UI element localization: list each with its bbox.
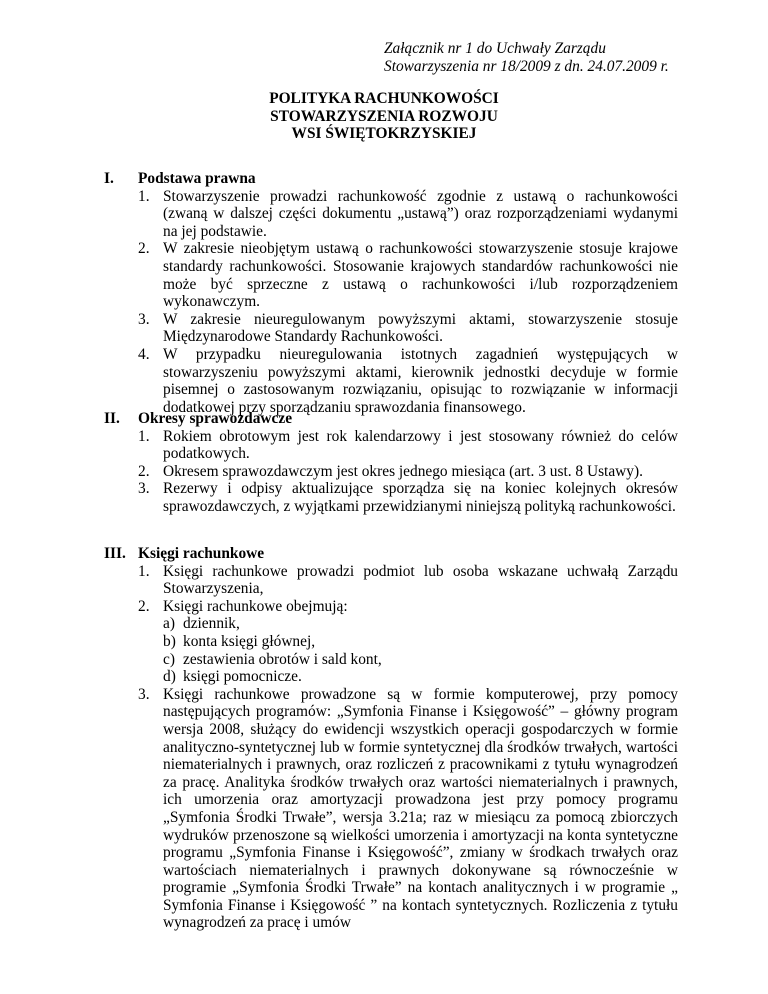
item-number: 2. (138, 597, 150, 615)
annex-line-2: Stowarzyszenia nr 18/2009 z dn. 24.07.2009 r. (384, 57, 669, 75)
item-number: 4. (138, 345, 150, 363)
item-number: 3. (138, 480, 150, 498)
sublist-letter: d) (163, 668, 176, 686)
item-text: Księgi rachunkowe obejmują: (163, 597, 348, 615)
section-heading: Księgi rachunkowe (138, 545, 265, 562)
list-item (138, 686, 678, 932)
item-text: Księgi rachunkowe prowadzone są w formie komputerowej, przy pomocy następujących programów: „Symfonia Finanse i Księgowość” – główny program wersja 2008, służący do ewidencji wszystkich operacji gospodarczych w formie analityczno-syntetycznej lub w formie syntetycznej dla środków trwałych, wartości niematerialnych i prawnych, oraz rozliczeń z pracownikami z tytułu wynagrodzeń za pracę. Analityka środków trwałych oraz wartości niematerialnych i prawnych, ich umorzenia oraz amortyzacji prowadzona jest przy pomocy programu „Symfonia Środki Trwałe”, wersja 3.21a; raz w miesiącu za pomocą zbiorczych wydruków przenoszone są wielkości umorzenia i amortyzacji na konta syntetyczne programu „Symfonia Finanse i Księgowość”, zmiany w środkach trwałych oraz wartościach niematerialnych i prawnych dokonywane są równocześnie w programie „Symfonia Środki Trwałe” na kontach analitycznych i w programie „ Symfonia Finanse i Księgowość ” na kontach syntetycznych. Rozliczenia z tytułu wynagrodzeń za pracę i umów (163, 685, 678, 932)
list-item (138, 428, 678, 463)
document-title (0, 90, 768, 143)
section-number: I. (104, 170, 114, 187)
sublist-item (163, 668, 678, 686)
list-item (138, 563, 678, 598)
section-items (138, 563, 678, 932)
sublist-letter: a) (163, 615, 175, 633)
sublist-item (163, 651, 678, 669)
sublist-text: księgi pomocnicze. (183, 668, 302, 686)
sublist-letter: b) (163, 632, 176, 650)
sublist (163, 615, 678, 685)
item-number: 1. (138, 187, 150, 205)
list-item (138, 346, 678, 416)
section-heading: Okresy sprawozdawcze (138, 410, 293, 427)
section-items (138, 428, 678, 516)
sublist-text: dziennik, (183, 615, 240, 633)
item-text: Rokiem obrotowym jest rok kalendarzowy i jest stosowany również do celów podatkowych. (163, 427, 678, 463)
annex-line-1: Załącznik nr 1 do Uchwały Zarządu (384, 40, 606, 57)
item-text: W przypadku nieuregulowania istotnych zagadnień występujących w stowarzyszeniu powyższymi aktami, kierownik jednostki decyduje w formie pisemnej o zastosowanym rozwiązaniu, opisując to rozwiązanie w informacji dodatkowej przy sporządzaniu sprawozdania finansowego. (163, 345, 678, 416)
item-text: W zakresie nieuregulowanym powyższymi aktami, stowarzyszenie stosuje Międzynarodowe Standardy Rachunkowości. (163, 310, 678, 346)
item-number: 1. (138, 562, 150, 580)
section-number: III. (104, 545, 126, 562)
section-items (138, 188, 678, 417)
item-text: Księgi rachunkowe prowadzi podmiot lub osoba wskazane uchwałą Zarządu Stowarzyszenia, (163, 562, 678, 598)
item-text: Okresem sprawozdawczym jest okres jednego miesiąca (art. 3 ust. 8 Ustawy). (163, 462, 643, 480)
item-number: 3. (138, 310, 150, 328)
item-number: 3. (138, 685, 150, 703)
list-item (138, 463, 678, 481)
list-item (138, 598, 678, 686)
annex-note (384, 40, 669, 75)
section-heading: Podstawa prawna (138, 170, 256, 187)
item-text: W zakresie nieobjętym ustawą o rachunkowości stowarzyszenie stosuje krajowe standardy rachunkowości. Stosowanie krajowych standardów rachunkowości nie może być sprzeczne z ustawą o rachunkowości i/lub rozporządzeniem wykonawczym. (163, 240, 678, 311)
item-text: Stowarzyszenie prowadzi rachunkowość zgodnie z ustawą o rachunkowości (zwaną w dalszej części dokumentu „ustawą”) oraz rozporządzeniami wydanymi na jej podstawie. (163, 187, 678, 240)
sublist-text: konta księgi głównej, (183, 632, 316, 650)
list-item (138, 311, 678, 346)
item-number: 2. (138, 240, 150, 258)
sublist-letter: c) (163, 650, 175, 668)
item-text: Rezerwy i odpisy aktualizujące sporządza się na koniec kolejnych okresów sprawozdawczych, z wyjątkami przewidzianymi niniejszą polityką rachunkowości. (163, 480, 678, 515)
title-line-3: WSI ŚWIĘTOKRZYSKIEJ (291, 125, 477, 143)
list-item (138, 480, 678, 515)
sublist-item (163, 615, 678, 633)
list-item (138, 240, 678, 310)
sublist-text: zestawienia obrotów i sald kont, (183, 650, 382, 668)
title-line-1: POLITYKA RACHUNKOWOŚCI (269, 90, 499, 107)
sublist-item (163, 633, 678, 651)
item-number: 2. (138, 462, 150, 480)
item-number: 1. (138, 427, 150, 445)
title-line-2: STOWARZYSZENIA ROZWOJU (270, 107, 498, 125)
list-item (138, 188, 678, 241)
section-number: II. (104, 410, 120, 427)
